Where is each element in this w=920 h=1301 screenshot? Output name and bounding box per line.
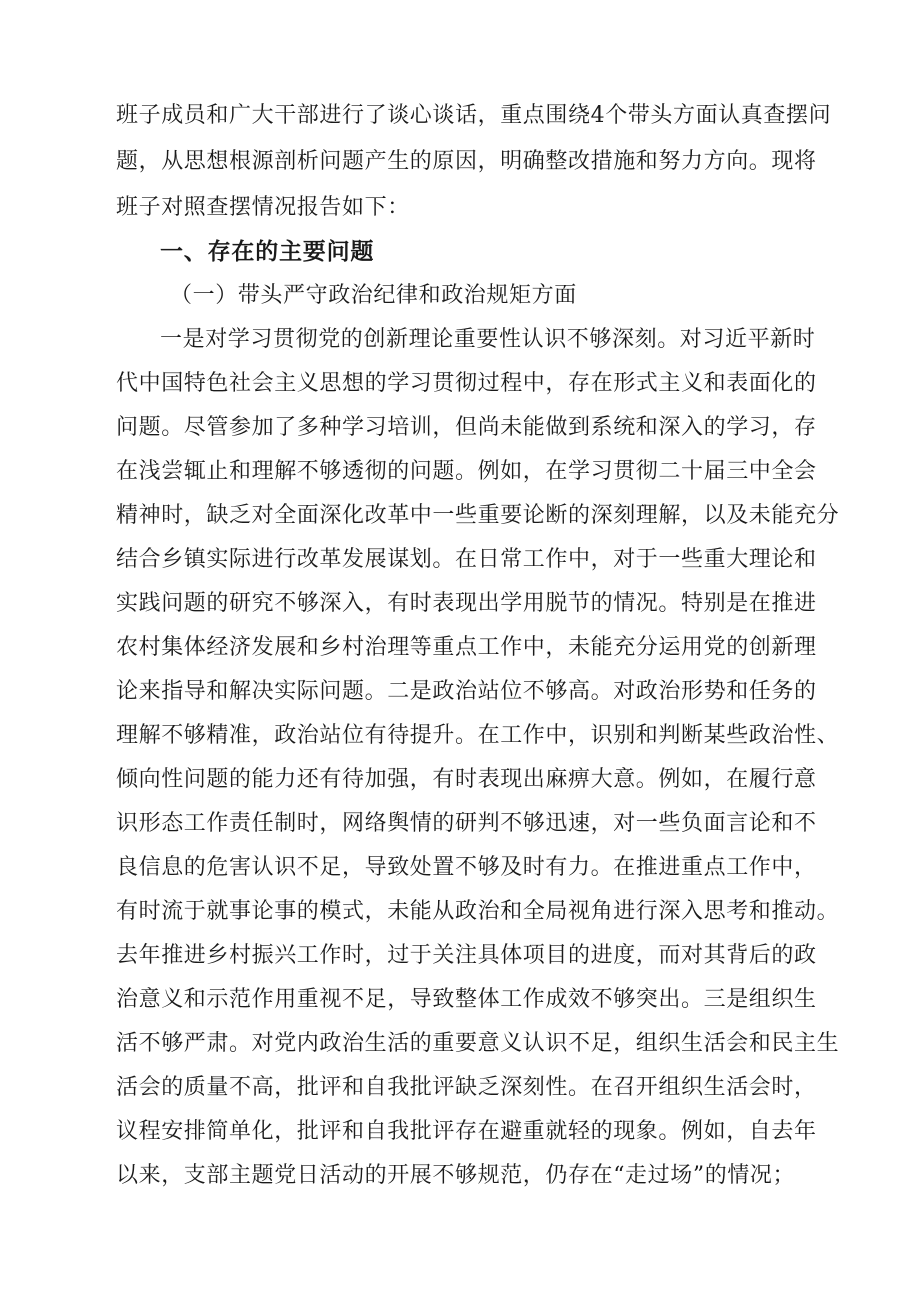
paragraph-line: 治意义和示范作用重视不足，导致整体工作成效不够突出。三是组织生 [116, 987, 817, 1012]
paragraph-line: 一是对学习贯彻党的创新理论重要性认识不够深刻。对习近平新时 [160, 327, 816, 352]
paragraph-line: 活会的质量不高，批评和自我批评缺乏深刻性。在召开组织生活会时， [116, 1075, 817, 1100]
paragraph-line: 代中国特色社会主义思想的学习贯彻过程中，存在形式主义和表面化的 [116, 371, 817, 396]
section-heading: 一、存在的主要问题 [160, 239, 375, 265]
paragraph-line: 倾向性问题的能力还有待加强，有时表现出麻痹大意。例如，在履行意 [116, 767, 817, 792]
paragraph-line: 议程安排简单化，批评和自我批评存在避重就轻的现象。例如，自去年 [116, 1119, 817, 1144]
paragraph-line: 农村集体经济发展和乡村治理等重点工作中，未能充分运用党的创新理 [116, 635, 817, 660]
paragraph-line: 去年推进乡村振兴工作时，过于关注具体项目的进度，而对其背后的政 [116, 943, 817, 968]
paragraph-line: 良信息的危害认识不足，导致处置不够及时有力。在推进重点工作中， [116, 855, 817, 880]
paragraph-line: 活不够严肃。对党内政治生活的重要意义认识不足，组织生活会和民主生 [116, 1031, 840, 1056]
paragraph-line: 在浅尝辄止和理解不够透彻的问题。例如，在学习贯彻二十届三中全会 [116, 459, 817, 484]
intro-line-3: 班子对照查摆情况报告如下： [116, 195, 410, 220]
paragraph-line: 有时流于就事论事的模式，未能从政治和全局视角进行深入思考和推动。 [116, 899, 840, 924]
paragraph-line: 以来，支部主题党日活动的开展不够规范，仍存在“走过场”的情况； [116, 1163, 796, 1188]
paragraph-line: 精神时，缺乏对全面深化改革中一些重要论断的深刻理解，以及未能充分 [116, 503, 840, 528]
paragraph-line: 理解不够精准，政治站位有待提升。在工作中，识别和判断某些政治性、 [116, 723, 840, 748]
paragraph-line: 问题。尽管参加了多种学习培训，但尚未能做到系统和深入的学习，存 [116, 415, 817, 440]
paragraph-line: 论来指导和解决实际问题。二是政治站位不够高。对政治形势和任务的 [116, 679, 817, 704]
paragraph-line: 结合乡镇实际进行改革发展谋划。在日常工作中，对于一些重大理论和 [116, 547, 817, 572]
paragraph-line: 实践问题的研究不够深入，有时表现出学用脱节的情况。特别是在推进 [116, 591, 817, 616]
subsection-heading: （一）带头严守政治纪律和政治规矩方面 [170, 283, 577, 308]
intro-line-1: 班子成员和广大干部进行了谈心谈话，重点围绕4个带头方面认真查摆问 [116, 103, 832, 128]
paragraph-line: 识形态工作责任制时，网络舆情的研判不够迅速，对一些负面言论和不 [116, 811, 817, 836]
intro-line-2: 题，从思想根源剖析问题产生的原因，明确整改措施和努力方向。现将 [116, 149, 817, 174]
